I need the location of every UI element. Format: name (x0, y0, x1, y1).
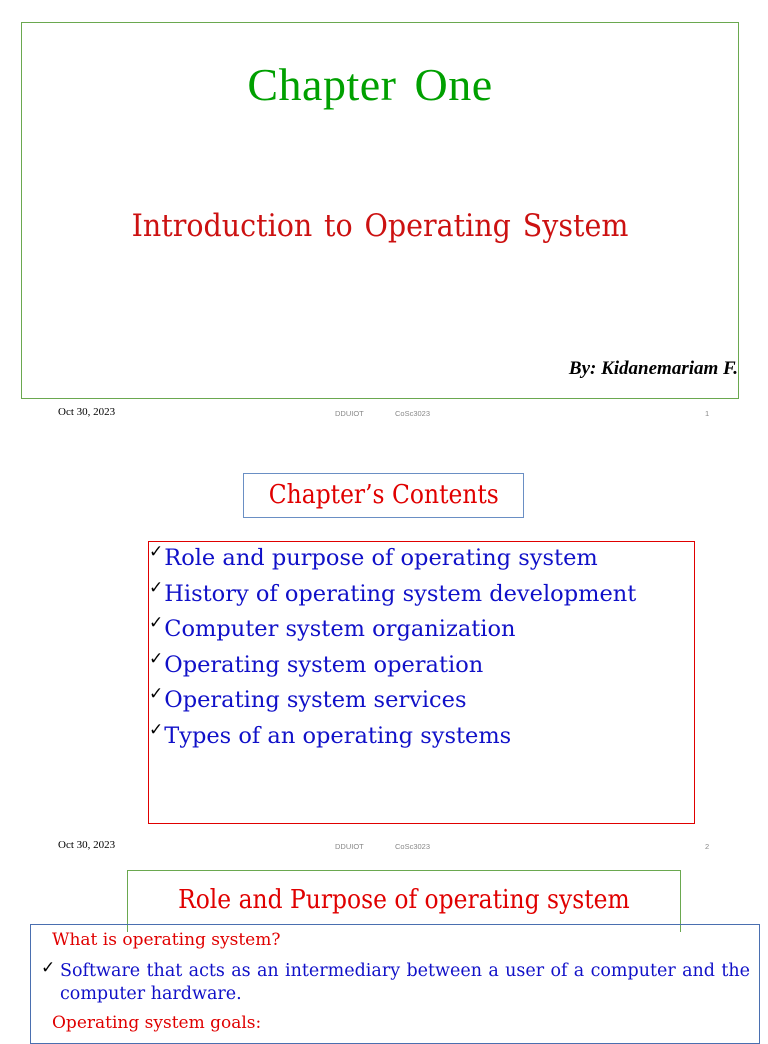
checkmark-icon: ✓ (149, 613, 164, 634)
slide-2-footer-date: Oct 30, 2023 (58, 839, 116, 851)
checkmark-icon: ✓ (41, 958, 56, 978)
slide-1-subtitle: Introduction to Operating System (131, 208, 629, 244)
list-item-label: Computer system organization (164, 616, 516, 643)
list-item (149, 684, 636, 720)
list-item-label: Types of an operating systems (164, 722, 512, 749)
slide-2-footer-page: 2 (705, 842, 710, 851)
slide-1-footer-org: DDUIOT (335, 409, 364, 418)
slide-1-footer-page: 1 (705, 409, 710, 418)
slide-3-answer: Software that acts as an intermediary between a user of a computer and the computer hardware. (60, 961, 750, 1004)
list-item-label: Role and purpose of operating system (164, 545, 598, 571)
slide-1-footer-course: CoSc3023 (395, 409, 431, 418)
slide-3-next-heading: Operating system goals: (52, 1013, 262, 1033)
checkmark-icon: ✓ (149, 542, 164, 562)
slide-2-title-box (243, 473, 524, 518)
checkmark-icon: ✓ (149, 577, 164, 598)
checkmark-icon: ✓ (149, 648, 164, 669)
list-item (149, 649, 636, 685)
list-item-label: Operating system operation (164, 651, 484, 678)
slide-2-footer-org: DDUIOT (335, 842, 364, 851)
contents-list-box (148, 541, 695, 824)
slide-1-title: Chapter One (247, 59, 493, 110)
checkmark-icon: ✓ (149, 719, 164, 740)
slide-2-footer-course: CoSc3023 (395, 842, 431, 851)
list-item (149, 720, 636, 756)
slide-3-question: What is operating system? (52, 930, 281, 950)
slide-2-title: Chapter’s Contents (268, 480, 499, 510)
list-item (149, 542, 636, 578)
slide-1-footer-date: Oct 30, 2023 (58, 406, 116, 418)
list-item-label: Operating system services (164, 687, 467, 714)
list-item (149, 613, 636, 649)
list-item (149, 578, 636, 614)
slide-3-title: Role and Purpose of operating system (178, 885, 630, 915)
slide-3-title-box (127, 870, 681, 932)
list-item-label: History of operating system development (164, 580, 637, 607)
slide-1-author: By: Kidanemariam F. (568, 358, 738, 379)
checkmark-icon: ✓ (149, 684, 164, 705)
contents-list (149, 542, 636, 756)
